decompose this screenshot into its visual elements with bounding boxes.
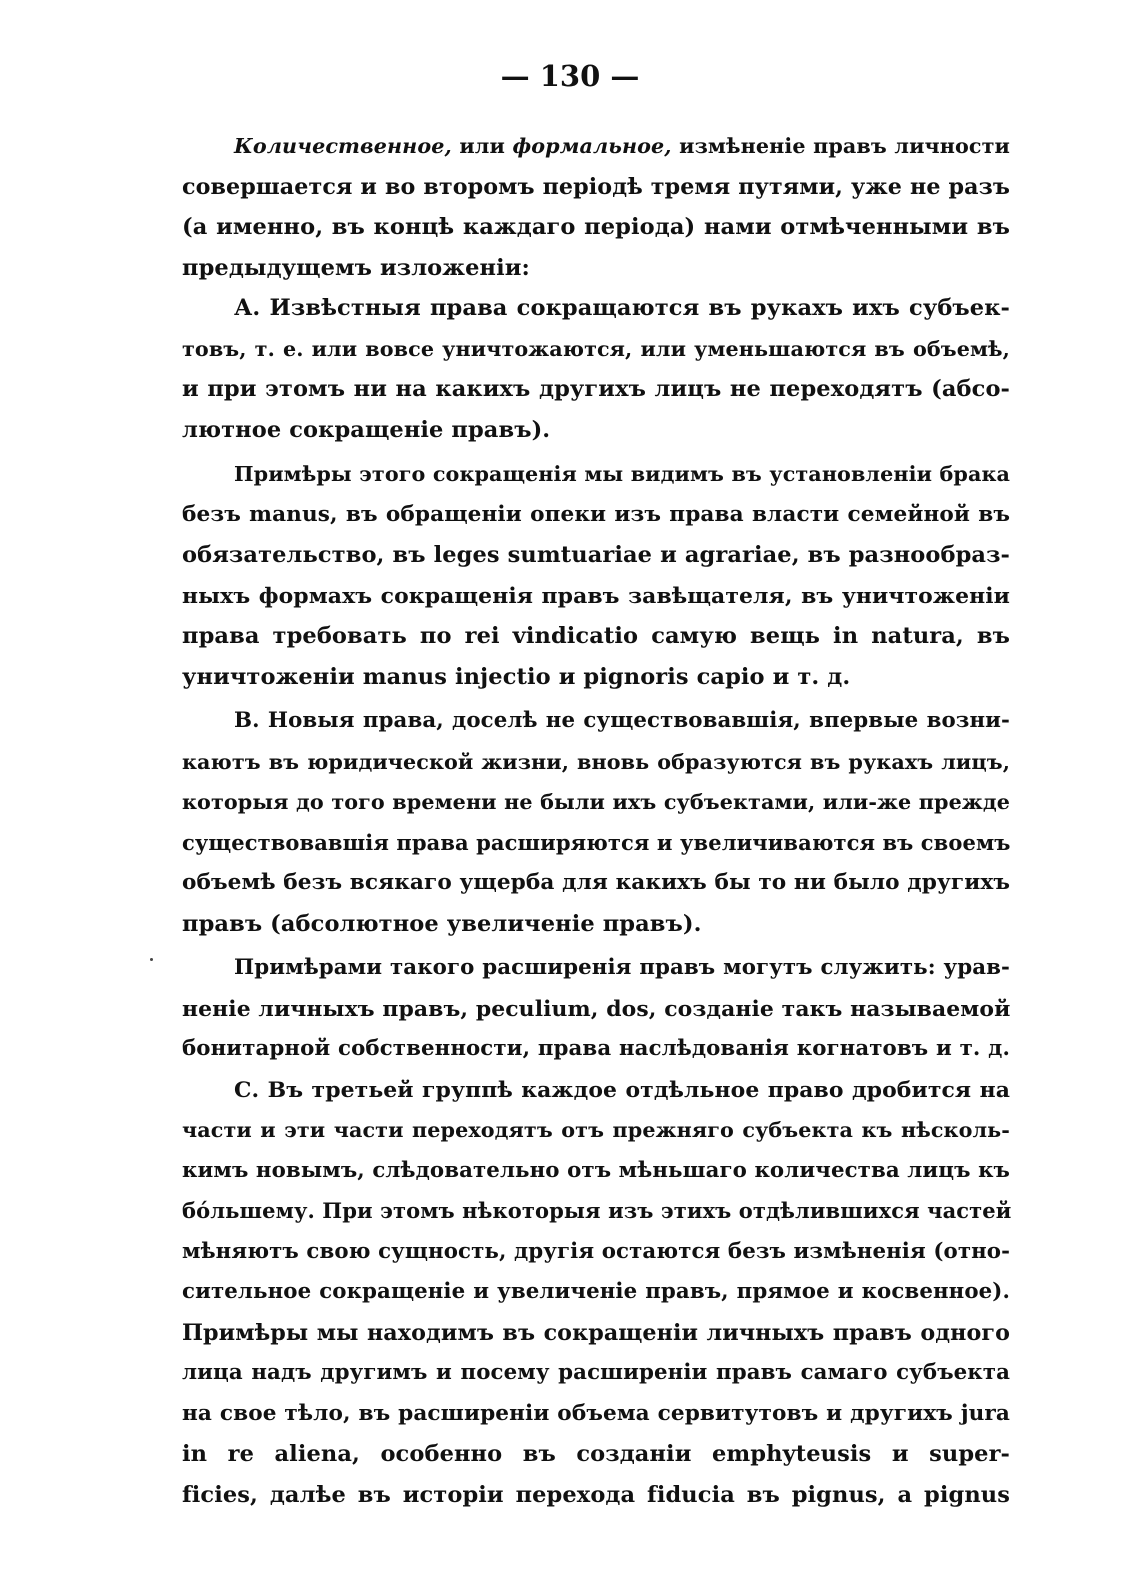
text-line: бóльшему. При этомъ нѣкоторыя изъ этихъ отдѣлившихся частей — [182, 1198, 1012, 1223]
italic-term: формальное, — [512, 134, 672, 158]
text-line: in re aliena, особенно въ созданіи emphyteusis и super- — [182, 1441, 1010, 1467]
text-line: Примѣры этого сокращенія мы видимъ въ установленіи брака — [234, 462, 1010, 486]
paragraph — [182, 948, 1010, 1070]
text-line: бонитарной собственности, права наслѣдованія когнатовъ и т. д. — [182, 1036, 1010, 1061]
text-line: и при этомъ ни на какихъ другихъ лицъ не переходятъ (абсо- — [182, 376, 1010, 402]
text-line: объемѣ безъ всякаго ущерба для какихъ бы то ни было другихъ — [182, 870, 1010, 895]
text-line: В. Новыя права, доселѣ не существовавшія, впервые возни- — [234, 708, 1010, 733]
text-line: А. Извѣстныя права сокращаются въ рукахъ ихъ субъек- — [234, 295, 1010, 321]
text-line: кимъ новымъ, слѣдовательно отъ мѣньшаго количества лицъ къ — [182, 1157, 1010, 1183]
body-text — [182, 126, 1010, 1515]
text-line: каютъ въ юридической жизни, вновь образуются въ рукахъ лицъ, — [182, 749, 1010, 774]
text-segment: измѣненіе правъ личности — [671, 134, 1010, 158]
text-line: С. Въ третьей группѣ каждое отдѣльное право дробится на — [234, 1076, 1010, 1103]
text-line: мѣняютъ свою сущность, другія остаются безъ измѣненія (отно- — [182, 1238, 1011, 1264]
text-line: предыдущемъ изложеніи: — [182, 254, 530, 281]
text-line: ficies, далѣе въ исторіи перехода fiducia въ pignus, а pignus — [182, 1481, 1010, 1508]
text-line: существовавшія права расширяются и увеличиваются въ своемъ — [182, 829, 1011, 855]
text-line: обязательство, въ leges sumtuariae и agrariae, въ разнообраз- — [182, 542, 1010, 568]
text-line: (а именно, въ концѣ каждаго періода) нами отмѣченными въ — [182, 214, 1010, 240]
text-line: которыя до того времени не были ихъ субъектами, или-же прежде — [182, 790, 1010, 814]
text-line: на свое тѣло, въ расширеніи объема сервитутовъ и другихъ jura — [182, 1400, 1010, 1426]
paragraph — [182, 1070, 1010, 1516]
text-line: сительное сокращеніе и увеличеніе правъ, прямое и косвенное). — [182, 1279, 1010, 1304]
text-line — [182, 126, 1010, 167]
text-line: совершается и во второмъ періодѣ тремя путями, уже не разъ — [182, 173, 1010, 200]
text-line: безъ manus, въ обращеніи опеки изъ права власти семейной въ — [182, 501, 1010, 527]
text-line: части и эти части переходятъ отъ прежняго субъекта къ нѣсколь- — [182, 1118, 1010, 1142]
text-segment: или — [451, 134, 513, 158]
text-line: права требовать по rei vindicatio самую вещь in natura, въ — [182, 623, 1010, 649]
margin-speck — [150, 958, 153, 961]
text-line: уничтоженіи manus injectio и pignoris capio и т. д. — [182, 663, 851, 690]
text-line: лютное сокращеніе правъ). — [182, 416, 551, 443]
text-line: ныхъ формахъ сокращенія правъ завѣщателя, въ уничтоженіи — [182, 582, 1010, 609]
page-number: — 130 — — [500, 59, 640, 93]
text-line: лица надъ другимъ и посему расширеніи правъ самаго субъекта — [182, 1360, 1010, 1385]
paragraph — [182, 454, 1010, 697]
text-line: неніе личныхъ правъ, peculium, dos, созданіе такъ называемой — [182, 995, 1011, 1022]
paragraph — [182, 701, 1010, 944]
paragraph — [182, 288, 1010, 450]
text-line: товъ, т. е. или вовсе уничтожаются, или уменьшаются въ объемѣ, — [182, 336, 1010, 361]
italic-term: Количественное, — [234, 134, 452, 158]
text-line: Примѣрами такого расширенія правъ могутъ служить: урав- — [234, 955, 1010, 980]
text-line: Примѣры мы находимъ въ сокращеніи личныхъ правъ одного — [182, 1319, 1010, 1346]
paragraph — [182, 126, 1010, 288]
text-line: правъ (абсолютное увеличеніе правъ). — [182, 910, 702, 937]
